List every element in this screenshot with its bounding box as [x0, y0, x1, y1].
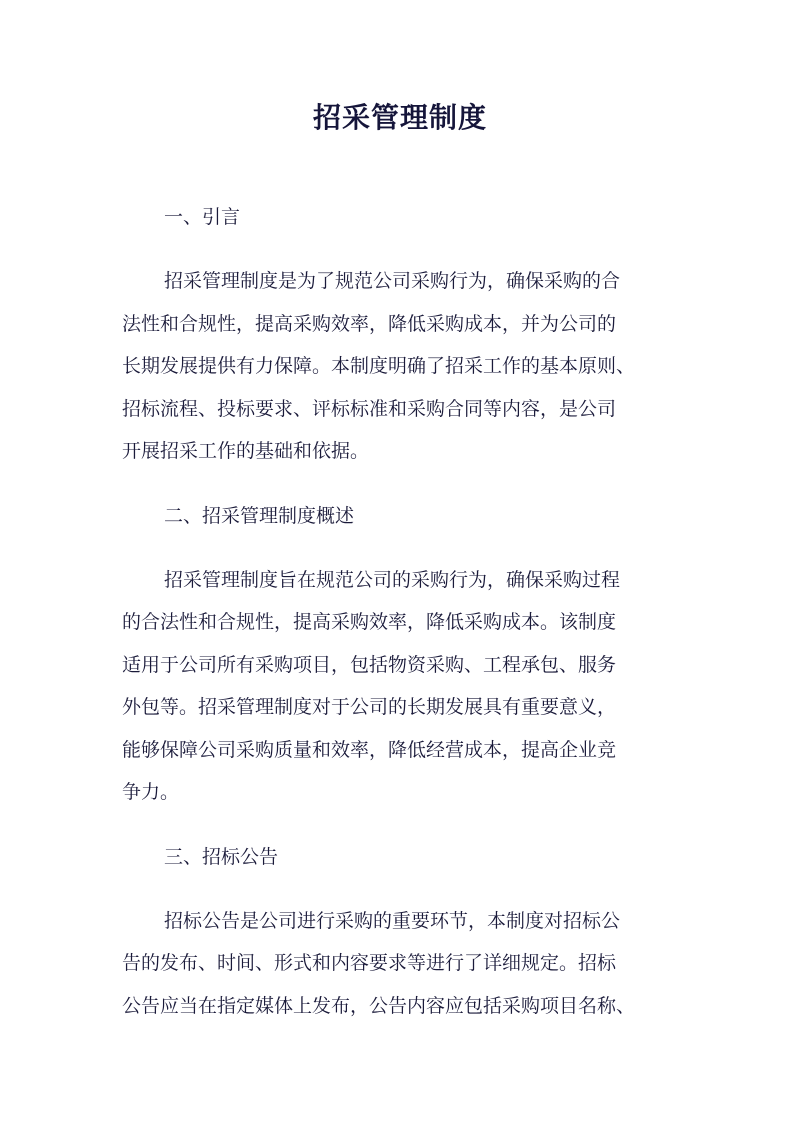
paragraph-line: 招标公告是公司进行采购的重要环节，本制度对招标公: [164, 909, 621, 932]
paragraph-line: 能够保障公司采购质量和效率，降低经营成本，提高企业竞: [122, 738, 617, 761]
paragraph-line: 外包等。招采管理制度对于公司的长期发展具有重要意义，: [122, 696, 617, 718]
document-body: [122, 196, 682, 1027]
section-paragraph-introduction: [122, 260, 682, 473]
section-heading-tender-notice: 三、招标公告: [164, 845, 279, 868]
section-heading-overview: 二、招采管理制度概述: [164, 504, 355, 527]
paragraph-line: 公告应当在指定媒体上发布，公告内容应包括采购项目名称、: [122, 994, 636, 1017]
paragraph-line: 告的发布、时间、形式和内容要求等进行了详细规定。招标: [122, 952, 617, 974]
paragraph-line: 争力。: [122, 781, 180, 803]
section-paragraph-tender-notice: [122, 900, 682, 1028]
paragraph-line: 招采管理制度是为了规范公司采购行为，确保采购的合: [164, 270, 621, 292]
paragraph-line: 长期发展提供有力保障。本制度明确了招采工作的基本原则、: [122, 355, 636, 377]
paragraph-line: 法性和合规性，提高采购效率，降低采购成本，并为公司的: [122, 312, 617, 335]
paragraph-line: 开展招采工作的基础和依据。: [122, 440, 370, 462]
section-heading-introduction: 一、引言: [164, 206, 241, 228]
paragraph-line: 招采管理制度旨在规范公司的采购行为，确保采购过程: [164, 568, 621, 591]
paragraph-line: 适用于公司所有采购项目，包括物资采购、工程承包、服务: [122, 653, 617, 676]
section-paragraph-overview: [122, 559, 682, 814]
paragraph-line: 招标流程、投标要求、评标标准和采购合同等内容，是公司: [122, 397, 617, 420]
paragraph-line: 的合法性和合规性，提高采购效率，降低采购成本。该制度: [122, 611, 617, 633]
document-title: 招采管理制度: [312, 101, 487, 134]
